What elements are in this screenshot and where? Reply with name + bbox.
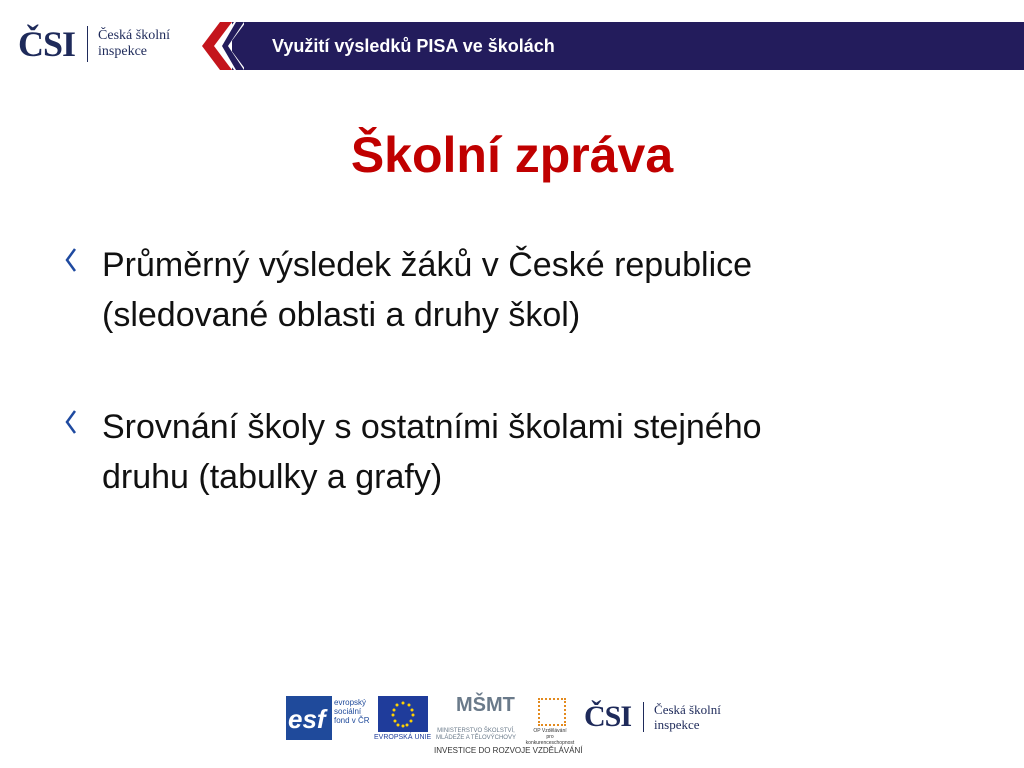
chevron-left-icon [62, 246, 80, 274]
investment-tagline: INVESTICE DO ROZVOJE VZDĚLÁVÁNÍ [434, 746, 583, 755]
bullet-line-1: Průměrný výsledek žáků v České republice [102, 246, 753, 284]
eu-label: EVROPSKÁ UNIE [374, 734, 432, 741]
slide-title: Školní zpráva [350, 127, 674, 183]
csi-footer-text [654, 702, 721, 732]
bullet-text [102, 240, 962, 340]
title-banner [232, 22, 1024, 70]
msmt-logo-mark: MŠMT [456, 694, 515, 716]
esf-logo-text [334, 698, 370, 725]
logo-divider [643, 702, 644, 732]
csi-footer-text-line1: Česká školní [654, 702, 721, 717]
csi-logo-text [98, 28, 170, 60]
esf-logo-mark: esf [288, 704, 326, 734]
bullet-line-2: (sledované oblasti a druhy škol) [102, 296, 581, 334]
esf-text-line3: fond v ČR [334, 716, 370, 725]
bullet-line-1: Srovnání školy s ostatními školami stejného [102, 408, 762, 446]
op-text-line2: pro konkurenceschopnost [525, 734, 575, 746]
eu-flag-icon [378, 696, 428, 732]
op-text-line1: OP Vzdělávání [533, 728, 567, 734]
bullet-item [62, 240, 962, 340]
msmt-logo [434, 694, 518, 744]
banner-title: Využití výsledků PISA ve školách [272, 35, 555, 56]
op-logo-text [524, 728, 576, 746]
msmt-text-line1: MINISTERSTVO ŠKOLSTVÍ, [437, 728, 515, 734]
csi-footer-mark: ČSI [584, 700, 632, 733]
csi-logo-text-line1: Česká školní [98, 28, 170, 43]
esf-text-line2: sociální [334, 707, 362, 716]
csi-logo-text-line2: inspekce [98, 44, 148, 59]
esf-logo [286, 696, 372, 740]
op-logo-icon [538, 698, 566, 726]
bullet-item [62, 402, 962, 502]
msmt-logo-text [434, 728, 518, 742]
op-vk-logo [524, 694, 576, 744]
csi-footer-text-line2: inspekce [654, 717, 700, 732]
msmt-text-line2: MLÁDEŽE A TĚLOVÝCHOVY [436, 735, 516, 741]
csi-footer-logo [584, 700, 721, 734]
bullet-line-2: druhu (tabulky a grafy) [102, 458, 443, 496]
logo-divider [87, 26, 88, 62]
bullet-list [62, 240, 962, 564]
chevron-left-icon [62, 408, 80, 436]
csi-logo-mark: ČSI [18, 24, 76, 64]
slide-header [0, 0, 1024, 80]
csi-logo [18, 20, 170, 68]
bullet-text [102, 402, 962, 502]
double-chevron-icon [198, 22, 244, 70]
partner-logos [286, 690, 746, 760]
esf-text-line1: evropský [334, 698, 367, 707]
